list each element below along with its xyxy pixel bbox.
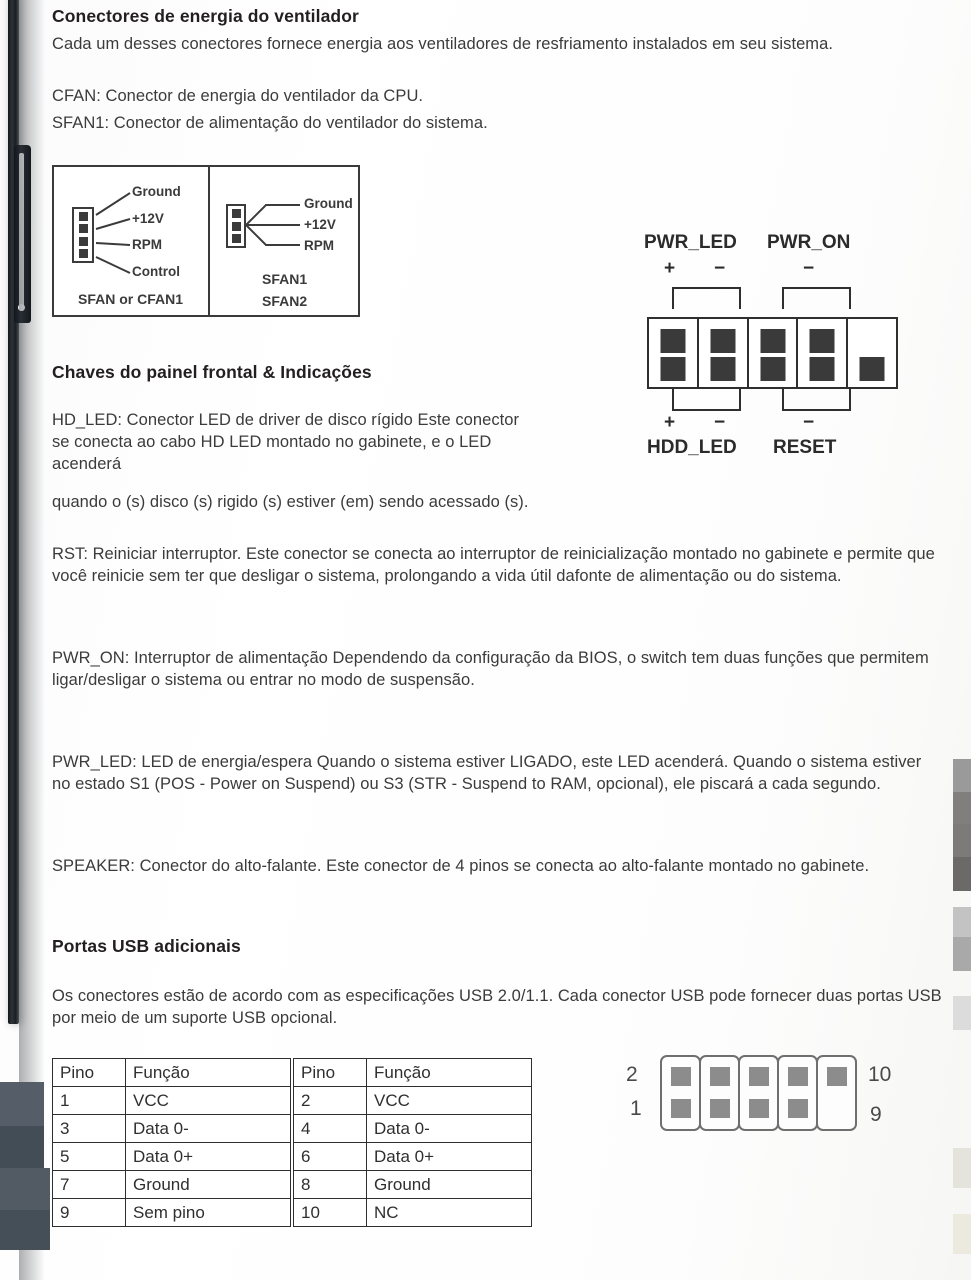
cfan-pin-4 bbox=[79, 249, 88, 258]
bottom-left-block-3 bbox=[0, 1168, 50, 1210]
cfan-pin-1 bbox=[79, 212, 88, 221]
fph-pin-2-upper bbox=[710, 329, 735, 353]
right-edge-block-6 bbox=[953, 937, 971, 971]
usb-pin-1-lower bbox=[671, 1099, 691, 1118]
caption-sfan-or-cfan1: SFAN or CFAN1 bbox=[78, 291, 184, 307]
paragraph-pwr-led: PWR_LED: LED de energia/espera Quando o sistema estiver LIGADO, este LED acenderá. Quando o sistema estiver no estado S1 (POS - Power on Suspend) ou S3 (STR - Suspend to RAM, opcional), ele piscará a cada segundo. bbox=[52, 753, 922, 793]
table-row bbox=[294, 1143, 532, 1171]
table-header-row bbox=[294, 1059, 532, 1087]
usb-left-fn-2: Data 0+ bbox=[126, 1143, 291, 1171]
table-row bbox=[294, 1199, 532, 1227]
paragraph-pwr-on: PWR_ON: Interruptor de alimentação Dependendo da configuração da BIOS, o switch tem duas funções que permitem ligar/desligar o sistema ou entrar no modo de suspensão. bbox=[52, 649, 929, 689]
right-edge-block-4 bbox=[953, 857, 971, 891]
caption-sfan2: SFAN2 bbox=[262, 293, 308, 309]
fph-pin-4-upper bbox=[810, 329, 835, 353]
usb-block-3 bbox=[738, 1055, 779, 1131]
usb-block-2 bbox=[699, 1055, 740, 1131]
usb-right-tbody bbox=[294, 1059, 532, 1227]
fan-connector-diagram bbox=[52, 165, 360, 317]
cfan-label-rpm: RPM bbox=[132, 237, 162, 252]
fph-label-reset: RESET bbox=[773, 437, 837, 458]
front-panel-header-diagram bbox=[595, 232, 925, 480]
paragraph-fan-intro: Cada um desses conectores fornece energia aos ventiladores de resfriamento instalados em seu sistema. bbox=[52, 35, 833, 53]
usb-header-diagram bbox=[626, 1055, 892, 1131]
usb-pin-table-left bbox=[52, 1058, 291, 1227]
bottom-left-block-1 bbox=[0, 1082, 44, 1126]
sfan-pin-1 bbox=[232, 209, 241, 218]
usb-pin-1-upper bbox=[671, 1067, 691, 1086]
fph-block-5 bbox=[846, 317, 898, 389]
right-edge-block-8 bbox=[953, 1148, 971, 1188]
usb-left-pin-0: 1 bbox=[53, 1087, 126, 1115]
paragraph-hd-led-continued: quando o (s) disco (s) rigido (s) estiver (em) sendo acessado (s). bbox=[52, 493, 529, 511]
line-cfan: CFAN: Conector de energia do ventilador da CPU. bbox=[52, 87, 424, 105]
fph-pin-blocks bbox=[647, 317, 898, 389]
heading-front-panel: Chaves do painel frontal & Indicações bbox=[52, 362, 372, 382]
usb-right-fn-2: Data 0+ bbox=[367, 1143, 532, 1171]
bottom-left-block-2 bbox=[0, 1126, 44, 1168]
fph-block-1 bbox=[647, 317, 699, 389]
right-edge-block-9 bbox=[953, 1214, 971, 1254]
usb-pin-3-lower bbox=[749, 1099, 769, 1118]
sfan-connector-body bbox=[226, 204, 246, 248]
usb-right-fn-1: Data 0- bbox=[367, 1115, 532, 1143]
fph-pin-4-lower bbox=[810, 357, 835, 381]
table-row bbox=[53, 1171, 291, 1199]
usb-pin-table-right bbox=[293, 1058, 532, 1227]
table-header-row bbox=[53, 1059, 291, 1087]
usb-right-pin-4: 10 bbox=[294, 1199, 367, 1227]
usb-pin-2-upper bbox=[710, 1067, 730, 1086]
usb-left-fn-3: Ground bbox=[126, 1171, 291, 1199]
sfan-label-rpm: RPM bbox=[304, 238, 334, 253]
usb-right-pin-0: 2 bbox=[294, 1087, 367, 1115]
usb-left-header-funcao: Função bbox=[126, 1059, 291, 1087]
fph-bracket-bottom-left bbox=[672, 389, 741, 411]
fph-pin-5-lower bbox=[860, 357, 885, 381]
table-row bbox=[294, 1087, 532, 1115]
fph-pin-1-upper bbox=[661, 329, 686, 353]
usb-right-pin-1: 4 bbox=[294, 1115, 367, 1143]
usb-right-fn-0: VCC bbox=[367, 1087, 532, 1115]
cfan-label-control: Control bbox=[132, 264, 180, 279]
usb-left-pin-2: 5 bbox=[53, 1143, 126, 1171]
fph-block-4 bbox=[796, 317, 848, 389]
usb-left-fn-4: Sem pino bbox=[126, 1199, 291, 1227]
line-sfan1: SFAN1: Conector de alimentação do ventilador do sistema. bbox=[52, 114, 488, 132]
table-row bbox=[53, 1087, 291, 1115]
fph-label-pwr-led: PWR_LED bbox=[644, 232, 737, 253]
fph-pin-1-lower bbox=[661, 357, 686, 381]
fph-bracket-top-right bbox=[782, 287, 851, 309]
usb-right-header-pino: Pino bbox=[294, 1059, 367, 1087]
usb-pin-3-upper bbox=[749, 1067, 769, 1086]
sfan-pin-3 bbox=[232, 234, 241, 243]
cfan-label-ground: Ground bbox=[132, 184, 181, 199]
usb-num-bottom-left: 1 bbox=[630, 1097, 642, 1120]
cfan-connector-body bbox=[72, 207, 94, 263]
sfan-label-ground: Ground bbox=[304, 196, 353, 211]
table-row bbox=[53, 1143, 291, 1171]
fph-pin-3-upper bbox=[760, 329, 785, 353]
paragraph-rst: RST: Reiniciar interruptor. Este conector se conecta ao interruptor de reinicialização montado no gabinete e permite que você reinicie sem ter que desligar o sistema, prolongando a vida útil dafonte de alimentação ou do sistema. bbox=[52, 545, 935, 585]
fph-bottom-sign-plus: + bbox=[664, 412, 676, 433]
usb-right-pin-2: 6 bbox=[294, 1143, 367, 1171]
cfan-label-12v: +12V bbox=[132, 211, 164, 226]
usb-header-blocks bbox=[660, 1055, 857, 1131]
cfan-pin-2 bbox=[79, 224, 88, 233]
usb-left-fn-1: Data 0- bbox=[126, 1115, 291, 1143]
right-edge-block-2 bbox=[953, 792, 971, 824]
fph-label-hdd-led: HDD_LED bbox=[647, 437, 737, 458]
table-row bbox=[53, 1199, 291, 1227]
fph-pin-3-lower bbox=[760, 357, 785, 381]
table-row bbox=[294, 1115, 532, 1143]
usb-left-pin-3: 7 bbox=[53, 1171, 126, 1199]
bottom-left-block-4 bbox=[0, 1210, 50, 1250]
usb-left-pin-4: 9 bbox=[53, 1199, 126, 1227]
usb-left-pin-1: 3 bbox=[53, 1115, 126, 1143]
fph-bracket-bottom-right bbox=[782, 389, 851, 411]
fph-top-sign-minus-1: − bbox=[714, 258, 726, 279]
usb-block-5 bbox=[816, 1055, 857, 1131]
fan-diagram-divider bbox=[208, 167, 210, 315]
fph-block-3 bbox=[747, 317, 799, 389]
paragraph-speaker: SPEAKER: Conector do alto-falante. Este conector de 4 pinos se conecta ao alto-falante montado no gabinete. bbox=[52, 857, 870, 875]
usb-right-header-funcao: Função bbox=[367, 1059, 532, 1087]
usb-num-bottom-right: 9 bbox=[870, 1103, 882, 1126]
sfan-pin-2 bbox=[232, 222, 241, 231]
right-edge-block-3 bbox=[953, 824, 971, 857]
fph-top-sign-minus-2: − bbox=[803, 258, 815, 279]
usb-num-top-right: 10 bbox=[868, 1063, 892, 1086]
cfan-pin-3 bbox=[79, 237, 88, 246]
usb-block-4 bbox=[777, 1055, 818, 1131]
usb-left-tbody bbox=[53, 1059, 291, 1227]
fph-bracket-top-left bbox=[672, 287, 741, 309]
paragraph-hd-led: HD_LED: Conector LED de driver de disco rígido Este conector se conecta ao cabo HD LED montado no gabinete, e o LED acenderá bbox=[52, 411, 520, 473]
usb-num-top-left: 2 bbox=[626, 1063, 638, 1086]
right-edge-block-7 bbox=[953, 996, 971, 1030]
heading-usb-ports: Portas USB adicionais bbox=[52, 936, 241, 956]
caption-sfan1: SFAN1 bbox=[262, 271, 308, 287]
usb-right-pin-3: 8 bbox=[294, 1171, 367, 1199]
table-row bbox=[53, 1115, 291, 1143]
fph-top-sign-plus: + bbox=[664, 258, 676, 279]
sfan-label-12v: +12V bbox=[304, 217, 336, 232]
fph-block-2 bbox=[697, 317, 749, 389]
table-row bbox=[294, 1171, 532, 1199]
usb-left-header-pino: Pino bbox=[53, 1059, 126, 1087]
fph-pin-2-lower bbox=[710, 357, 735, 381]
page-content bbox=[50, 0, 955, 1280]
right-edge-block-5 bbox=[953, 907, 971, 937]
usb-left-fn-0: VCC bbox=[126, 1087, 291, 1115]
fph-label-pwr-on: PWR_ON bbox=[767, 232, 851, 253]
usb-pin-5-upper bbox=[827, 1067, 847, 1086]
right-edge-block-1 bbox=[953, 759, 971, 792]
usb-pin-4-lower bbox=[788, 1099, 808, 1118]
fph-bottom-sign-minus-1: − bbox=[714, 412, 726, 433]
heading-fan-connectors: Conectores de energia do ventilador bbox=[52, 6, 359, 26]
usb-right-fn-3: Ground bbox=[367, 1171, 532, 1199]
usb-pin-2-lower bbox=[710, 1099, 730, 1118]
usb-right-fn-4: NC bbox=[367, 1199, 532, 1227]
usb-block-1 bbox=[660, 1055, 701, 1131]
usb-pin-4-upper bbox=[788, 1067, 808, 1086]
fph-bottom-sign-minus-2: − bbox=[803, 412, 815, 433]
paragraph-usb-intro: Os conectores estão de acordo com as especificações USB 2.0/1.1. Cada conector USB pode fornecer duas portas USB por meio de um suporte USB opcional. bbox=[52, 987, 942, 1027]
